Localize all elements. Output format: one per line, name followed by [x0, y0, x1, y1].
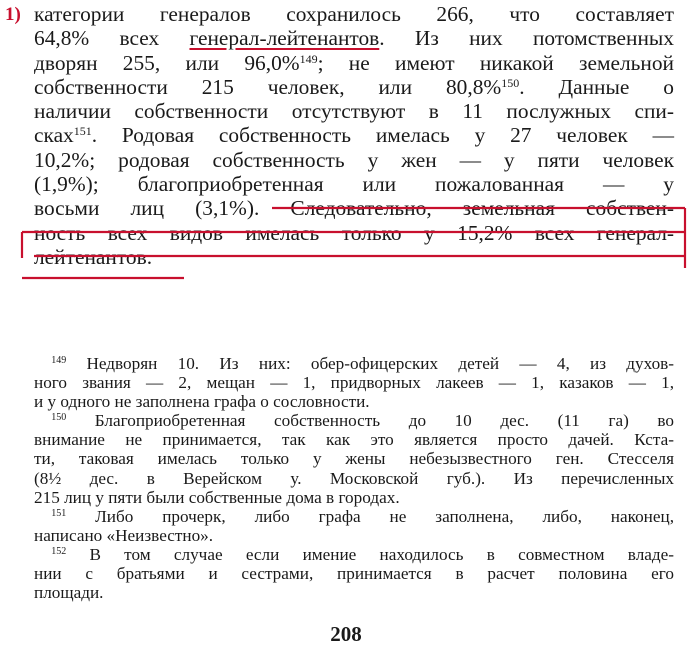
footnote-line: (8½ дес. в Верейском у. Московской губ.). Из перечисленных	[34, 468, 674, 488]
footnote-number: 149	[51, 355, 67, 366]
footnote-line: и у одного не заполнена графа о сословности.	[34, 392, 370, 412]
footnote-ref: 151	[73, 124, 92, 139]
main-paragraph	[34, 2, 674, 269]
footnote-number: 152	[51, 545, 67, 557]
text-line: 10,2%; родовая собственность у жен — у пяти человек	[34, 147, 674, 172]
footnote-line: площади.	[34, 583, 104, 603]
footnotes	[34, 354, 674, 602]
page-number: 208	[330, 622, 362, 646]
footnote-number: 151	[51, 507, 67, 519]
highlighted-sentence-start: Следовательно, земельная собствен-	[290, 196, 674, 221]
footnote-line: $^{150}$ Благоприобретенная собственность до 10 дес. (11 га) во	[51, 411, 674, 431]
text-line: 64,8% всех генерал-лейтенантов. Из них потомственных	[34, 26, 674, 51]
footnote-line: ного звания — 2, мещан — 1, придворных лакеев — 1, казаков — 1,	[34, 373, 674, 393]
underlined-phrase: генерал-лейтенантов	[189, 26, 380, 51]
footnote-ref: 149	[299, 51, 318, 66]
text-line: (1,9%); благоприобретенная или пожалованная — у	[34, 172, 674, 197]
footnote-line: $^{149}$ Недворян 10. Из них: обер-офицерских детей — 4, из духов-	[51, 354, 675, 373]
footnote-line: нии с братьями и сестрами, принимается в расчет половина его	[34, 564, 674, 584]
footnote-line: $^{152}$ В том случае если имение находилось в совместном владе-	[51, 544, 674, 564]
text-line: категории генералов сохранилось 266, что составляет	[34, 2, 674, 26]
text-line: сках$^{151}$. Родовая собственность имелась у 27 человек —	[34, 123, 674, 148]
footnote-line: ти, таковая имелась только у жены небезызвестного ген. Стесселя	[34, 449, 674, 469]
footnote-ref: 150	[501, 75, 520, 90]
footnote-line: внимание не принимается, так как это является просто дачей. Кста-	[34, 430, 674, 450]
footnote-number: 150	[51, 412, 67, 424]
text-line: дворян 255, или 96,0%$^{149}$; не имеют никакой земельной	[34, 50, 674, 75]
footnote-line: написано «Неизвестно».	[34, 525, 214, 545]
text-line: восьми лиц (3,1%). Следовательно, земельная собствен-	[34, 196, 674, 221]
annotation-marker: 1)	[5, 4, 21, 25]
text-line: собственности 215 человек, или 80,8%$^{150}$. Данные о	[34, 74, 674, 99]
text-line: лейтенантов.	[34, 244, 153, 269]
footnote-line: $^{151}$ Либо прочерк, либо графа не заполнена, либо, наконец,	[51, 506, 675, 526]
footnote-line: 215 лиц у пяти были собственные дома в городах.	[34, 487, 400, 507]
text-line: наличии собственности отсутствуют в 11 послужных спи-	[34, 99, 674, 124]
text-line: ность всех видов имелась только у 15,2% всех генерал-	[34, 220, 674, 245]
